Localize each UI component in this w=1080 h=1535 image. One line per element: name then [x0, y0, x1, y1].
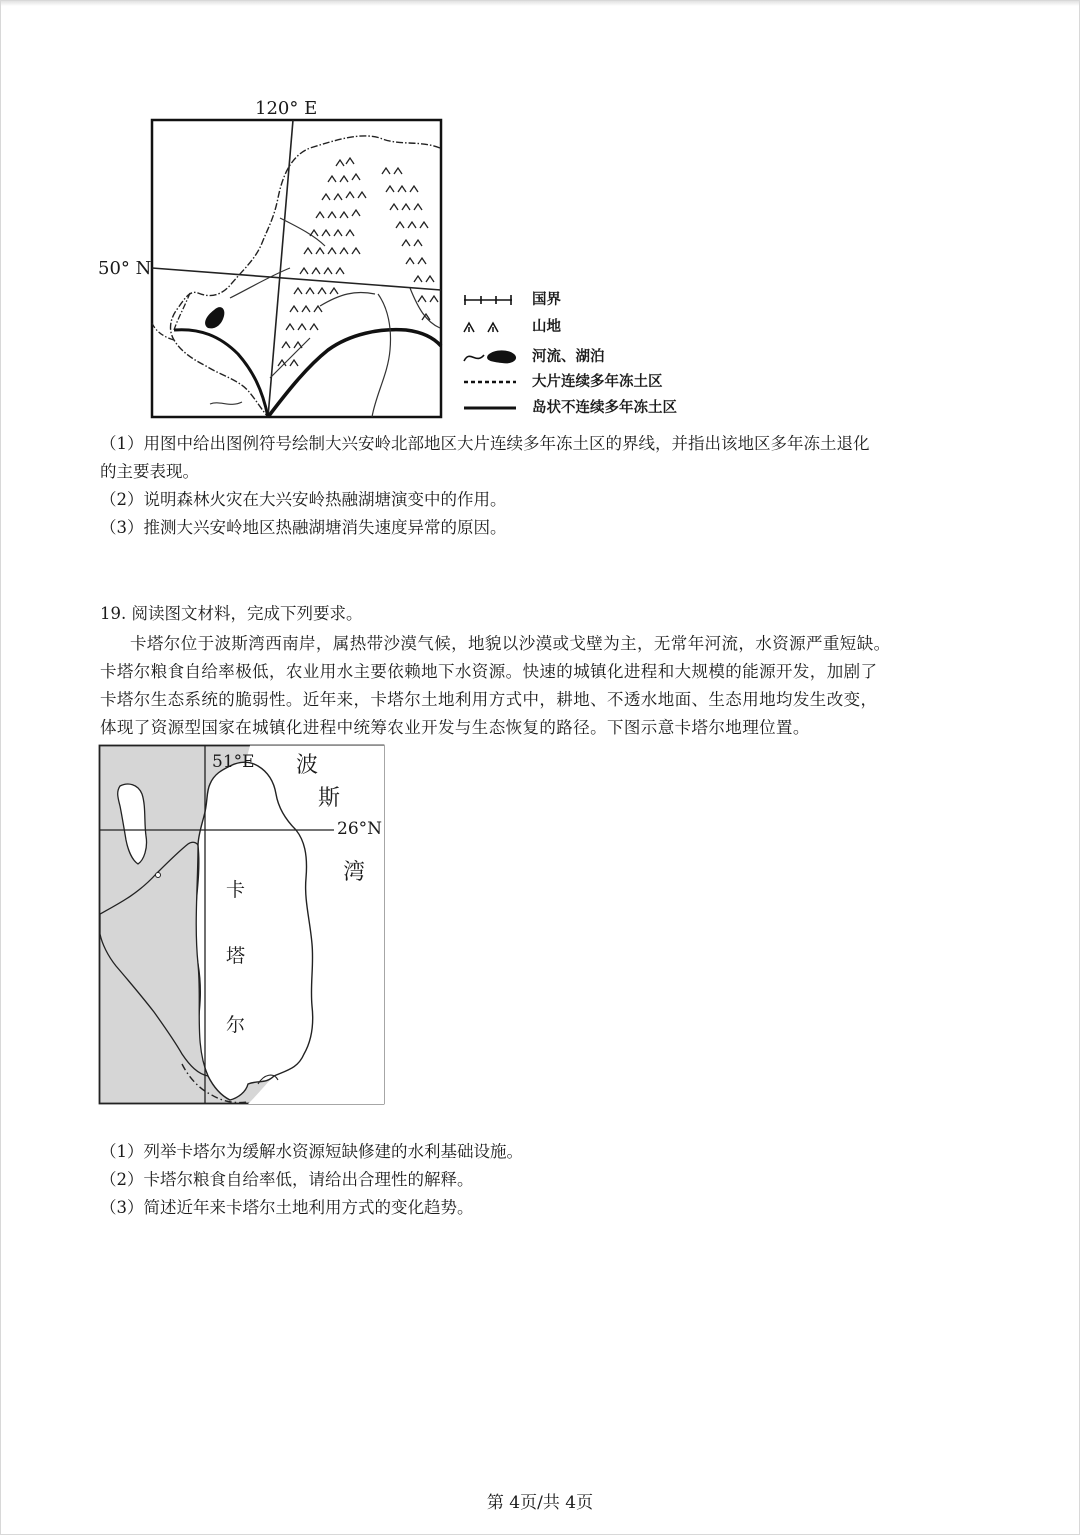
q19-paragraph-line-4: 体现了资源型国家在城镇化进程中统筹农业开发与生态恢复的路径。下图示意卡塔尔地理位置。: [100, 718, 810, 737]
q19-paragraph-line-2: 卡塔尔粮食自给率极低，农业用水主要依赖地下水资源。快速的城镇化进程和大规模的能源开发，加剧了: [100, 662, 878, 681]
q18-sub1-line2: 的主要表现。: [100, 462, 199, 481]
qatar-label-char-3: 尔: [226, 1014, 246, 1036]
legend-item-border: [462, 289, 722, 311]
q19-sub3: （3）简述近年来卡塔尔土地利用方式的变化趋势。: [100, 1198, 474, 1217]
legend-item-river-lake: [462, 346, 722, 368]
gulf-label-char-1: 波: [296, 753, 319, 778]
q18-sub1-line1: （1）用图中给出图例符号绘制大兴安岭北部地区大片连续多年冻土区的界线，并指出该地区多年冻土退化: [100, 434, 870, 453]
legend-label-continuous-permafrost: 大片连续多年冻土区: [532, 374, 663, 390]
river-lake-icon: [462, 347, 522, 367]
legend-label-mountain: 山地: [532, 319, 561, 335]
mountain-icon: [462, 319, 514, 335]
legend-item-mountain: [462, 316, 722, 338]
legend-label-border: 国界: [532, 292, 561, 308]
legend-item-island-permafrost: [462, 397, 722, 419]
qatar-map-figure: [98, 744, 386, 1106]
border-line-icon: [462, 293, 514, 307]
qatar-label-char-2: 塔: [226, 945, 246, 967]
legend-label-river-lake: 河流、湖泊: [532, 349, 605, 365]
q18-sub3: （3）推测大兴安岭地区热融湖塘消失速度异常的原因。: [100, 518, 507, 537]
map1-border: [152, 120, 441, 417]
legend-label-island-permafrost: 岛状不连续多年冻土区: [532, 400, 677, 416]
q19-paragraph-line-1: 卡塔尔位于波斯湾西南岸，属热带沙漠气候，地貌以沙漠或戈壁为主，无常年河流，水资源严重短缺。: [130, 634, 891, 653]
gulf-label-char-2: 斯: [318, 786, 341, 811]
q19-sub1: （1）列举卡塔尔为缓解水资源短缺修建的水利基础设施。: [100, 1142, 523, 1161]
legend-item-continuous-permafrost: [462, 371, 722, 393]
solid-line-icon: [462, 401, 518, 415]
page-number-footer: 第 4页/共 4页: [486, 1493, 594, 1513]
map1-latitude-label: 50° N: [98, 258, 152, 279]
dashed-line-icon: [462, 375, 518, 389]
q19-heading: 19. 阅读图文材料，完成下列要求。: [100, 604, 363, 623]
gulf-label-char-3: 湾: [343, 860, 366, 885]
qatar-map-longitude-label: 51°E: [212, 752, 255, 772]
map1-figure: [150, 118, 444, 420]
q19-paragraph-line-3: 卡塔尔生态系统的脆弱性。近年来，卡塔尔土地利用方式中，耕地、不透水地面、生态用地均发生改变，: [100, 690, 878, 709]
qatar-map-latitude-label: 26°N: [337, 819, 383, 839]
qatar-label-char-1: 卡: [226, 879, 246, 901]
q18-sub2: （2）说明森林火灾在大兴安岭热融湖塘演变中的作用。: [100, 490, 507, 509]
map1-longitude-label: 120° E: [255, 98, 318, 119]
q19-sub2: （2）卡塔尔粮食自给率低，请给出合理性的解释。: [100, 1170, 474, 1189]
